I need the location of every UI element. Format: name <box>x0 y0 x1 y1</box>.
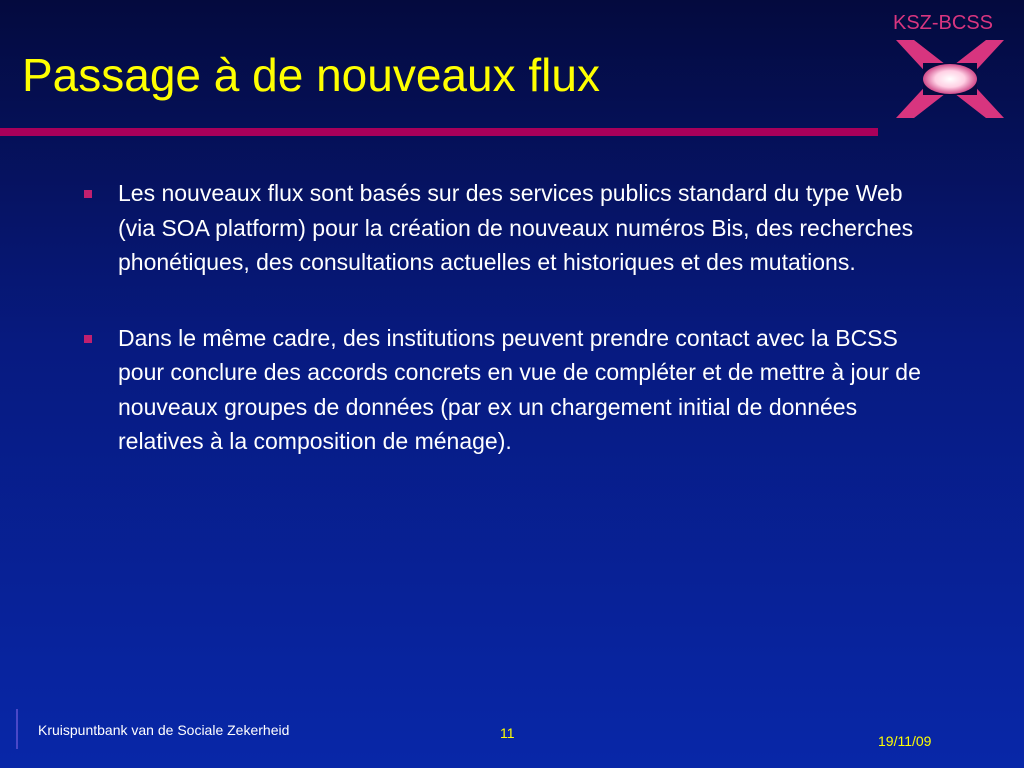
bullet-text: Les nouveaux flux sont basés sur des services publics standard du type Web (via SOA platform) pour la création de nouveaux numéros Bis, des recherches phonétiques, des consultations actuelles et historiques et des mutations. <box>118 180 914 275</box>
logo-text: KSZ-BCSS <box>893 12 994 34</box>
bullet-list <box>80 176 940 500</box>
footer-page-number: 11 <box>500 725 515 741</box>
bullet-square-icon <box>84 335 92 343</box>
bullet-text: Dans le même cadre, des institutions peuvent prendre contact avec la BCSS pour conclure des accords concrets en vue de compléter et de mettre à jour de nouveaux groupes de données (par ex un chargement initial de données relatives à la composition de ménage). <box>118 324 921 454</box>
slide-title: Passage à de nouveaux flux <box>22 49 600 101</box>
bullet-item <box>80 176 940 280</box>
bullet-item <box>80 321 940 459</box>
title-divider <box>0 128 878 136</box>
footer-date: 19/11/09 <box>878 733 932 749</box>
bullet-square-icon <box>84 190 92 198</box>
ksz-bcss-logo-icon <box>892 38 1008 120</box>
footer-organization: Kruispuntbank van de Sociale Zekerheid <box>38 722 290 738</box>
footer-divider <box>16 709 18 749</box>
